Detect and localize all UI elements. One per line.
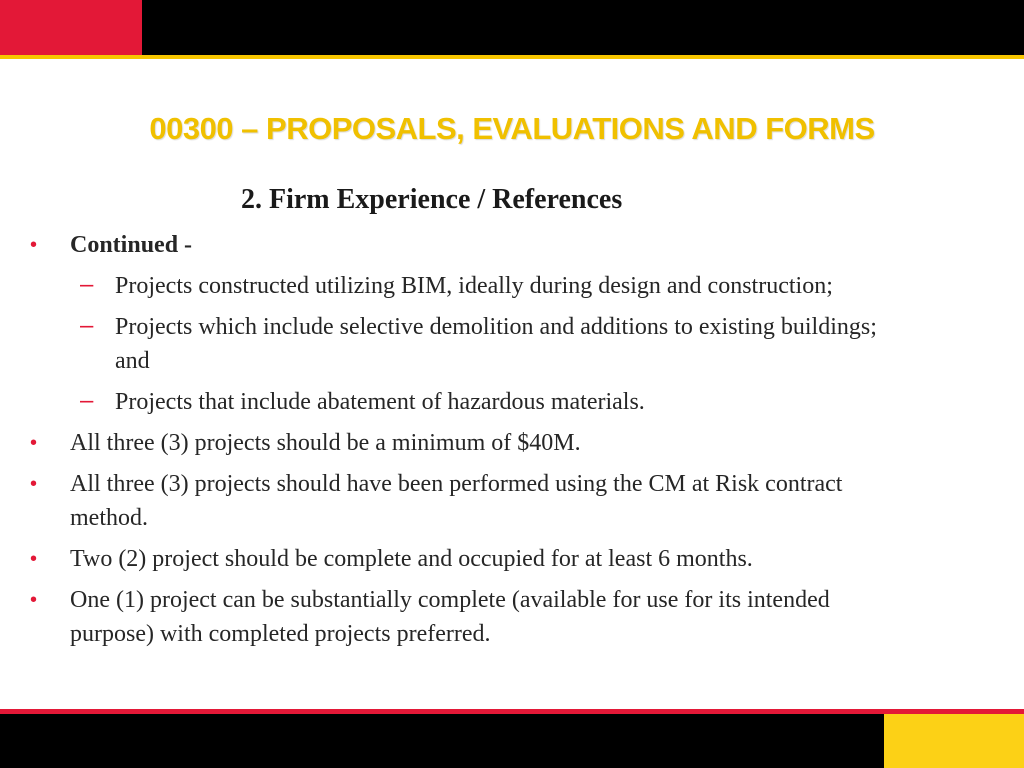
bullet-list xyxy=(30,228,890,658)
bullet-dot-icon: • xyxy=(30,432,38,454)
top-red-block xyxy=(0,0,142,55)
list-item xyxy=(30,426,890,460)
bullet-dash-icon: – xyxy=(80,387,94,414)
list-item xyxy=(30,228,890,262)
top-gold-rule xyxy=(0,55,1024,59)
bullet-dash-icon: – xyxy=(80,271,94,298)
list-item-text: Projects that include abatement of hazardous materials. xyxy=(115,389,645,415)
list-item-text: Continued - xyxy=(70,232,193,258)
list-item-text: Projects constructed utilizing BIM, ideally during design and construction; xyxy=(115,273,833,299)
bullet-dash-icon: – xyxy=(80,312,94,339)
list-item xyxy=(30,269,890,303)
bullet-dot-icon: • xyxy=(30,473,38,495)
top-banner xyxy=(0,0,1024,55)
bullet-dot-icon: • xyxy=(30,589,38,611)
list-item-text: All three (3) projects should have been performed using the CM at Risk contract method. xyxy=(70,471,843,531)
list-item-text: One (1) project can be substantially complete (available for use for its intended purpose) with completed projects preferred. xyxy=(70,587,830,647)
slide-title: 00300 – PROPOSALS, EVALUATIONS AND FORMS xyxy=(149,111,875,146)
bullet-dot-icon: • xyxy=(30,548,38,570)
bottom-banner xyxy=(0,714,1024,768)
list-item xyxy=(30,310,890,378)
list-item-text: Projects which include selective demolition and additions to existing buildings; and xyxy=(115,314,877,374)
list-item xyxy=(30,542,890,576)
list-item-text: Two (2) project should be complete and occupied for at least 6 months. xyxy=(70,546,753,572)
slide-subtitle: 2. Firm Experience / References xyxy=(241,184,623,215)
list-item-text: All three (3) projects should be a minimum of $40M. xyxy=(70,430,581,456)
list-item xyxy=(30,583,890,651)
bottom-yellow-block xyxy=(884,714,1024,768)
list-item xyxy=(30,385,890,419)
list-item xyxy=(30,467,890,535)
bullet-dot-icon: • xyxy=(30,234,38,256)
